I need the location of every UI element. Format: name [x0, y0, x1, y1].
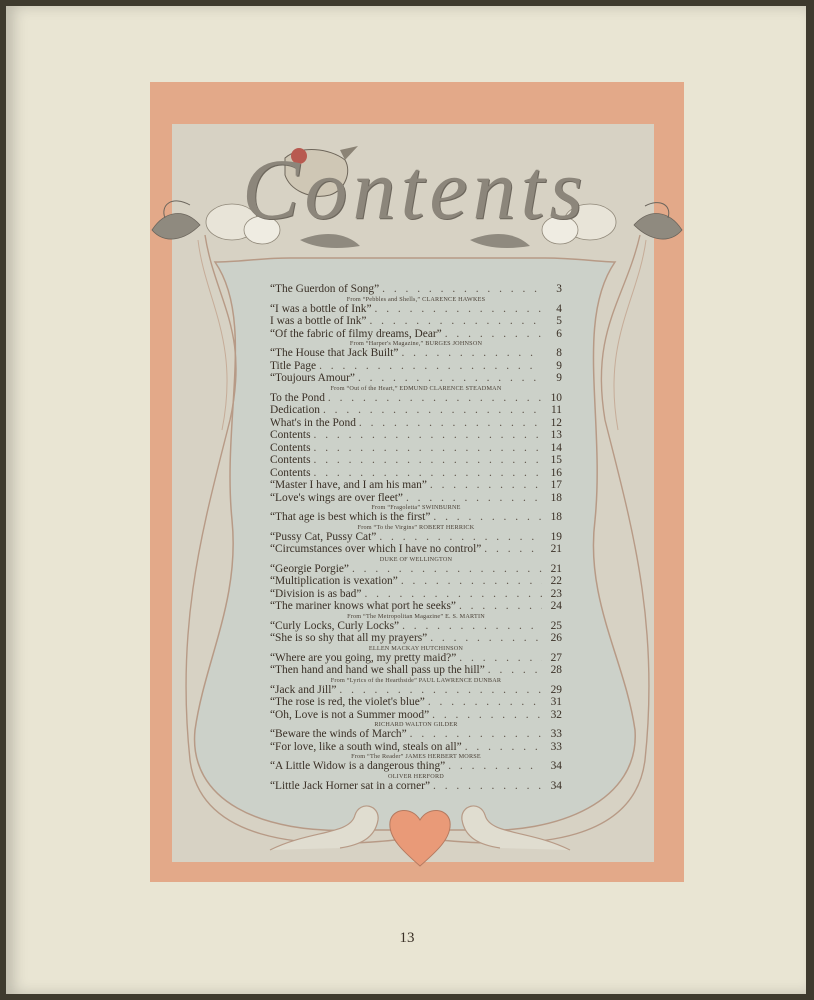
- leader-dots: [366, 315, 542, 328]
- leader-dots: [403, 492, 542, 505]
- toc-entry: [270, 709, 562, 722]
- leader-dots: [399, 620, 542, 633]
- contents-heading: Contents: [242, 141, 588, 237]
- toc-entry: [270, 741, 562, 754]
- toc-entry-page: 31: [550, 696, 562, 708]
- toc-entry-page: 19: [550, 530, 562, 543]
- leader-dots: [481, 543, 542, 556]
- toc-entry-title: “Georgie Porgie”: [270, 562, 349, 575]
- toc-entry: [270, 600, 562, 613]
- leader-dots: [398, 347, 542, 360]
- toc-entry-title: “Love's wings are over fleet”: [270, 491, 403, 504]
- toc-entry-page: 18: [550, 491, 562, 504]
- toc-entry-page: 15: [550, 454, 562, 466]
- toc-entry-title: Contents: [270, 441, 311, 454]
- toc-entry: [270, 372, 562, 385]
- toc-entry: [270, 543, 562, 556]
- toc-entry-title: “The mariner knows what port he seeks”: [270, 600, 456, 612]
- toc-entry-title: “Toujours Amour”: [270, 372, 355, 384]
- toc-entry-title: I was a bottle of Ink”: [270, 315, 367, 327]
- table-of-contents: [270, 283, 562, 792]
- toc-entry-page: 11: [551, 404, 562, 416]
- leader-dots: [311, 467, 542, 480]
- toc-entry: [270, 652, 562, 665]
- leader-dots: [407, 728, 542, 741]
- leader-dots: [427, 632, 542, 645]
- toc-entry: [270, 664, 562, 677]
- toc-entry: [270, 479, 562, 492]
- toc-entry-page: 23: [550, 587, 562, 600]
- toc-entry-title: “Curly Locks, Curly Locks”: [270, 619, 400, 632]
- toc-entry-title: Dedication: [270, 404, 320, 416]
- toc-entry-page: 18: [550, 511, 562, 523]
- toc-entry-title: Contents: [270, 454, 311, 466]
- toc-entry-page: 9: [556, 372, 562, 384]
- toc-entry: [270, 620, 562, 633]
- leader-dots: [316, 360, 542, 373]
- toc-entry-page: 14: [550, 441, 562, 454]
- toc-entry: [270, 760, 562, 773]
- toc-entry: [270, 684, 562, 697]
- leader-dots: [398, 575, 542, 588]
- toc-entry: [270, 417, 562, 430]
- toc-entry-title: Contents: [270, 429, 311, 441]
- toc-entry-title: To the Pond: [270, 391, 325, 404]
- leader-dots: [425, 696, 542, 709]
- leader-dots: [336, 684, 542, 697]
- toc-entry-source: From “Pebbles and Shells,” CLARENCE HAWKES: [346, 295, 486, 303]
- toc-entry-title: “For love, like a south wind, steals on all”: [270, 740, 462, 753]
- toc-entry-source: From “The Metropolitan Magazine” E. S. MARTIN: [347, 612, 485, 620]
- leader-dots: [349, 563, 542, 576]
- toc-entry-title: “Division is as bad”: [270, 587, 362, 600]
- toc-entry-title: “That age is best which is the first”: [270, 511, 431, 523]
- toc-entry-title: What's in the Pond: [270, 416, 356, 429]
- toc-entry-page: 21: [550, 562, 562, 575]
- leader-dots: [445, 760, 542, 773]
- toc-entry-title: “Jack and Jill”: [270, 683, 337, 696]
- toc-entry-title: “Beware the winds of March”: [270, 728, 407, 740]
- toc-entry: [270, 303, 562, 316]
- leader-dots: [430, 780, 542, 793]
- leader-dots: [430, 511, 542, 524]
- toc-entry: [270, 360, 562, 373]
- leaf-right: [634, 214, 682, 240]
- leader-dots: [462, 741, 542, 754]
- leader-dots: [485, 664, 542, 677]
- toc-entry-page: 6: [556, 327, 562, 340]
- toc-entry: [270, 696, 562, 709]
- toc-entry-source: RICHARD WALTON GILDER: [374, 721, 458, 728]
- leader-dots: [456, 652, 542, 665]
- toc-entry-page: 29: [550, 683, 562, 696]
- toc-entry-title: “I was a bottle of Ink”: [270, 302, 372, 315]
- leader-dots: [442, 328, 542, 341]
- toc-entry-page: 12: [550, 416, 562, 429]
- toc-entry-source: From “Lyrics of the Hearthside” PAUL LAWRENCE DUNBAR: [330, 676, 502, 684]
- toc-entry-title: “Oh, Love is not a Summer mood”: [270, 708, 430, 721]
- leader-dots: [379, 283, 542, 296]
- toc-entry: [270, 404, 562, 417]
- toc-entry-page: 27: [550, 651, 562, 664]
- leader-dots: [372, 303, 542, 316]
- toc-entry-page: 34: [550, 779, 562, 792]
- leader-dots: [320, 404, 542, 417]
- toc-entry: [270, 575, 562, 588]
- toc-entry-page: 13: [550, 429, 562, 441]
- toc-entry-page: 33: [550, 740, 562, 753]
- toc-entry: [270, 429, 562, 442]
- toc-entry-source: From “Fragoletta” SWINBURNE: [371, 504, 461, 511]
- toc-entry-page: 32: [550, 708, 562, 721]
- toc-entry-page: 4: [556, 302, 562, 315]
- toc-entry: [270, 283, 562, 296]
- toc-entry-page: 17: [550, 479, 562, 491]
- toc-entry-page: 28: [550, 664, 562, 676]
- toc-entry: [270, 492, 562, 505]
- leader-dots: [427, 479, 542, 492]
- page-number: 13: [399, 930, 415, 946]
- toc-entry-page: 26: [550, 632, 562, 644]
- toc-entry-source: OLIVER HERFORD: [388, 772, 444, 780]
- leader-dots: [311, 442, 542, 455]
- toc-entry-page: 22: [550, 575, 562, 587]
- toc-entry-page: 34: [550, 760, 562, 772]
- toc-entry: [270, 454, 562, 467]
- toc-entry: [270, 315, 562, 328]
- toc-entry-page: 25: [550, 619, 562, 632]
- toc-entry-title: “Of the fabric of filmy dreams, Dear”: [270, 327, 442, 340]
- toc-entry-source: From “Harper's Magazine,” BURGES JOHNSON: [349, 340, 483, 347]
- toc-entry: [270, 632, 562, 645]
- toc-entry-source: ELLEN MACKAY HUTCHINSON: [368, 644, 464, 652]
- toc-entry-source: From “To the Virgins” ROBERT HERRICK: [357, 523, 475, 531]
- toc-entry-source: From “Out of the Heart,” EDMUND CLARENCE STEADMAN: [330, 384, 502, 392]
- toc-entry-title: “Then hand and hand we shall pass up the hill”: [270, 664, 485, 676]
- leader-dots: [311, 429, 542, 442]
- leader-dots: [429, 709, 542, 722]
- leader-dots: [361, 588, 542, 601]
- toc-entry-source: DUKE OF WELLINGTON: [379, 555, 453, 563]
- toc-entry-page: 9: [556, 359, 562, 372]
- toc-entry: [270, 588, 562, 601]
- leader-dots: [311, 454, 542, 467]
- toc-entry: [270, 347, 562, 360]
- toc-entry: [270, 328, 562, 341]
- toc-entry-title: “Pussy Cat, Pussy Cat”: [270, 530, 377, 543]
- toc-entry-title: Contents: [270, 466, 311, 479]
- leader-dots: [355, 372, 542, 385]
- toc-entry: [270, 511, 562, 524]
- toc-entry-title: Title Page: [270, 359, 317, 372]
- toc-entry: [270, 563, 562, 576]
- toc-entry: [270, 467, 562, 480]
- toc-entry-title: “She is so shy that all my prayers”: [270, 632, 428, 644]
- toc-entry: [270, 442, 562, 455]
- leader-dots: [356, 417, 542, 430]
- leader-dots: [456, 600, 542, 613]
- toc-entry-title: “Where are you going, my pretty maid?”: [270, 651, 457, 664]
- toc-entry-page: 21: [550, 543, 562, 555]
- toc-entry-page: 16: [550, 466, 562, 479]
- toc-entry-title: “A Little Widow is a dangerous thing”: [270, 760, 446, 772]
- toc-entry-page: 5: [556, 315, 562, 327]
- toc-entry: [270, 780, 562, 793]
- toc-entry-title: “Multiplication is vexation”: [270, 575, 398, 587]
- toc-entry-page: 33: [550, 728, 562, 740]
- toc-entry-title: “The rose is red, the violet's blue”: [270, 696, 425, 708]
- toc-entry: [270, 728, 562, 741]
- toc-entry-page: 10: [550, 391, 562, 404]
- toc-entry-source: From “The Reader” JAMES HERBERT MORSE: [351, 753, 481, 760]
- toc-entry-page: 24: [550, 600, 562, 612]
- toc-entry-title: “The Guerdon of Song”: [270, 283, 380, 295]
- toc-entry-title: “The House that Jack Built”: [270, 347, 399, 359]
- leader-dots: [376, 531, 542, 544]
- toc-entry: [270, 531, 562, 544]
- leader-dots: [325, 392, 542, 405]
- toc-entry-title: “Little Jack Horner sat in a corner”: [270, 779, 431, 792]
- toc-entry-page: 8: [556, 347, 562, 359]
- toc-entry-title: “Circumstances over which I have no control”: [270, 543, 482, 555]
- toc-entry: [270, 392, 562, 405]
- toc-entry-title: “Master I have, and I am his man”: [270, 479, 427, 491]
- toc-entry-page: 3: [556, 283, 562, 295]
